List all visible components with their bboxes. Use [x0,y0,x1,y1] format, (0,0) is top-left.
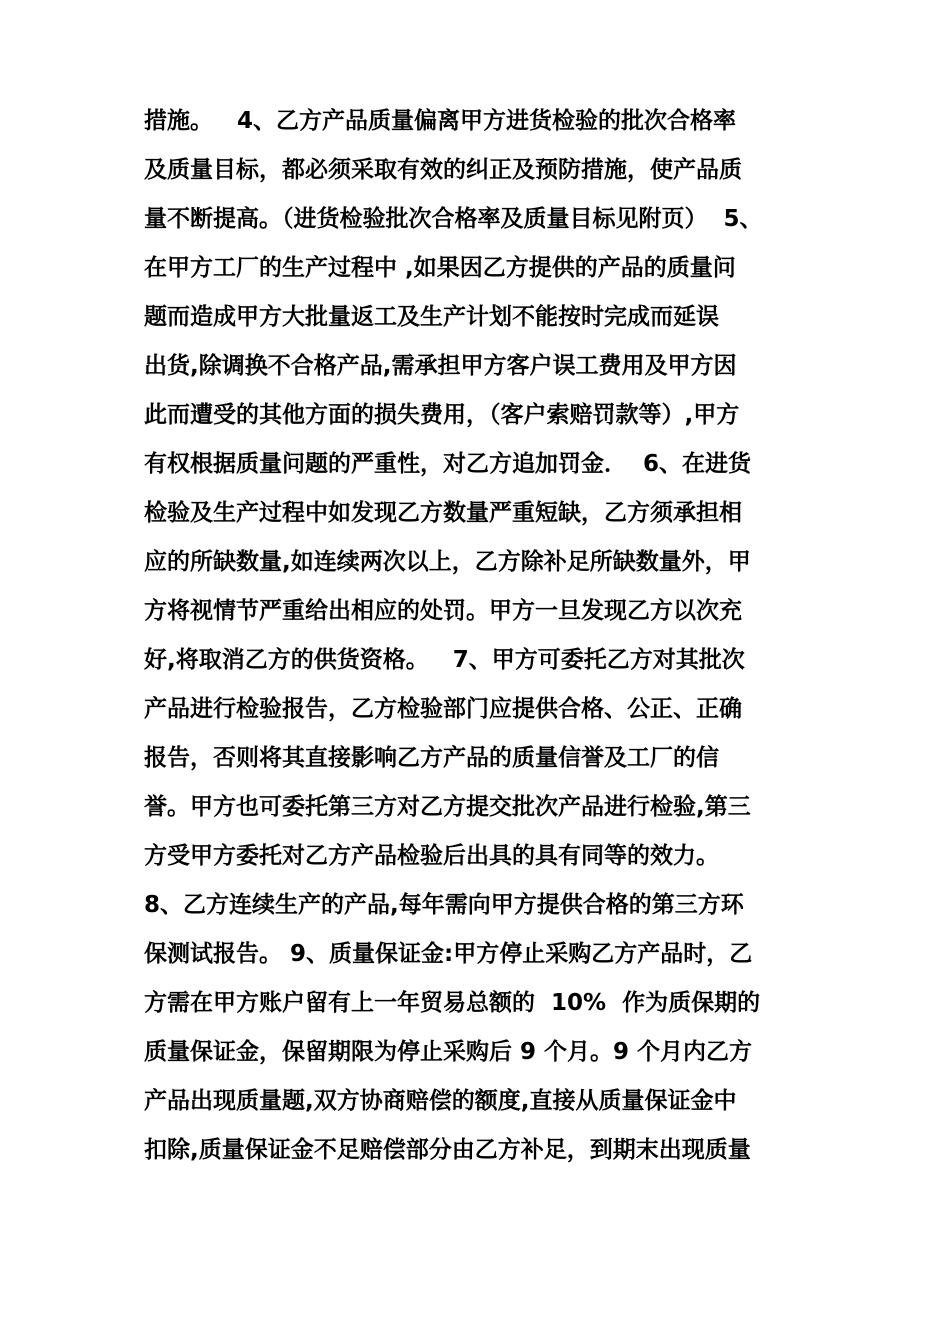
text-line: 出货,除调换不合格产品,需承担甲方客户误工费用及甲方因 [144,353,737,379]
text-line: 检验及生产过程中如发现乙方数量严重短缺，乙方须承担相 [144,500,742,526]
text-line: 质量保证金，保留期限为停止采购后 9 个月。9 个月内乙方 [144,1039,753,1065]
text-line: 产品进行检验报告，乙方检验部门应提供合格、公正、正确 [144,696,742,722]
text-line: 在甲方工厂的生产过程中 ,如果因乙方提供的产品的质量问 [144,255,736,281]
text-line: 量不断提高。（进货检验批次合格率及质量目标见附页） 5、 [144,206,763,232]
text-line: 有权根据质量问题的严重性，对乙方追加罚金． 6、在进货 [144,451,752,477]
text-line: 扣除,质量保证金不足赔偿部分由乙方补足，到期末出现质量 [144,1137,751,1163]
text-line: 保测试报告。 9、质量保证金:甲方停止采购乙方产品时，乙 [144,941,753,967]
text-line: 方受甲方委托对乙方产品检验后出具的具有同等的效力。 [144,843,719,869]
text-line: 产品出现质量题,双方协商赔偿的额度,直接从质量保证金中 [144,1088,737,1114]
text-line: 报告，否则将其直接影响乙方产品的质量信誉及工厂的信 [144,745,719,771]
text-line: 应的所缺数量,如连续两次以上，乙方除补足所缺数量外，甲 [144,549,751,575]
text-line: 方需在甲方账户留有上一年贸易总额的 10% 作为质保期的 [144,990,761,1016]
text-line: 题而造成甲方大批量返工及生产计划不能按时完成而延误 [144,304,719,330]
text-line: 好,将取消乙方的供货资格。 7、甲方可委托乙方对其批次 [144,647,745,673]
text-line: 及质量目标，都必须采取有效的纠正及预防措施，使产品质 [144,157,742,183]
text-line: 此而遭受的其他方面的损失费用，（客户索赔罚款等）,甲方 [144,402,740,428]
text-line: 誉。甲方也可委托第三方对乙方提交批次产品进行检验,第三 [144,794,751,820]
text-line: 8、乙方连续生产的产品,每年需向甲方提供合格的第三方环 [144,892,744,918]
contract-body-text [144,97,824,1175]
text-line: 措施。 4、乙方产品质量偏离甲方进货检验的批次合格率 [144,108,737,134]
text-line: 方将视情节严重给出相应的处罚。甲方一旦发现乙方以次充 [144,598,742,624]
